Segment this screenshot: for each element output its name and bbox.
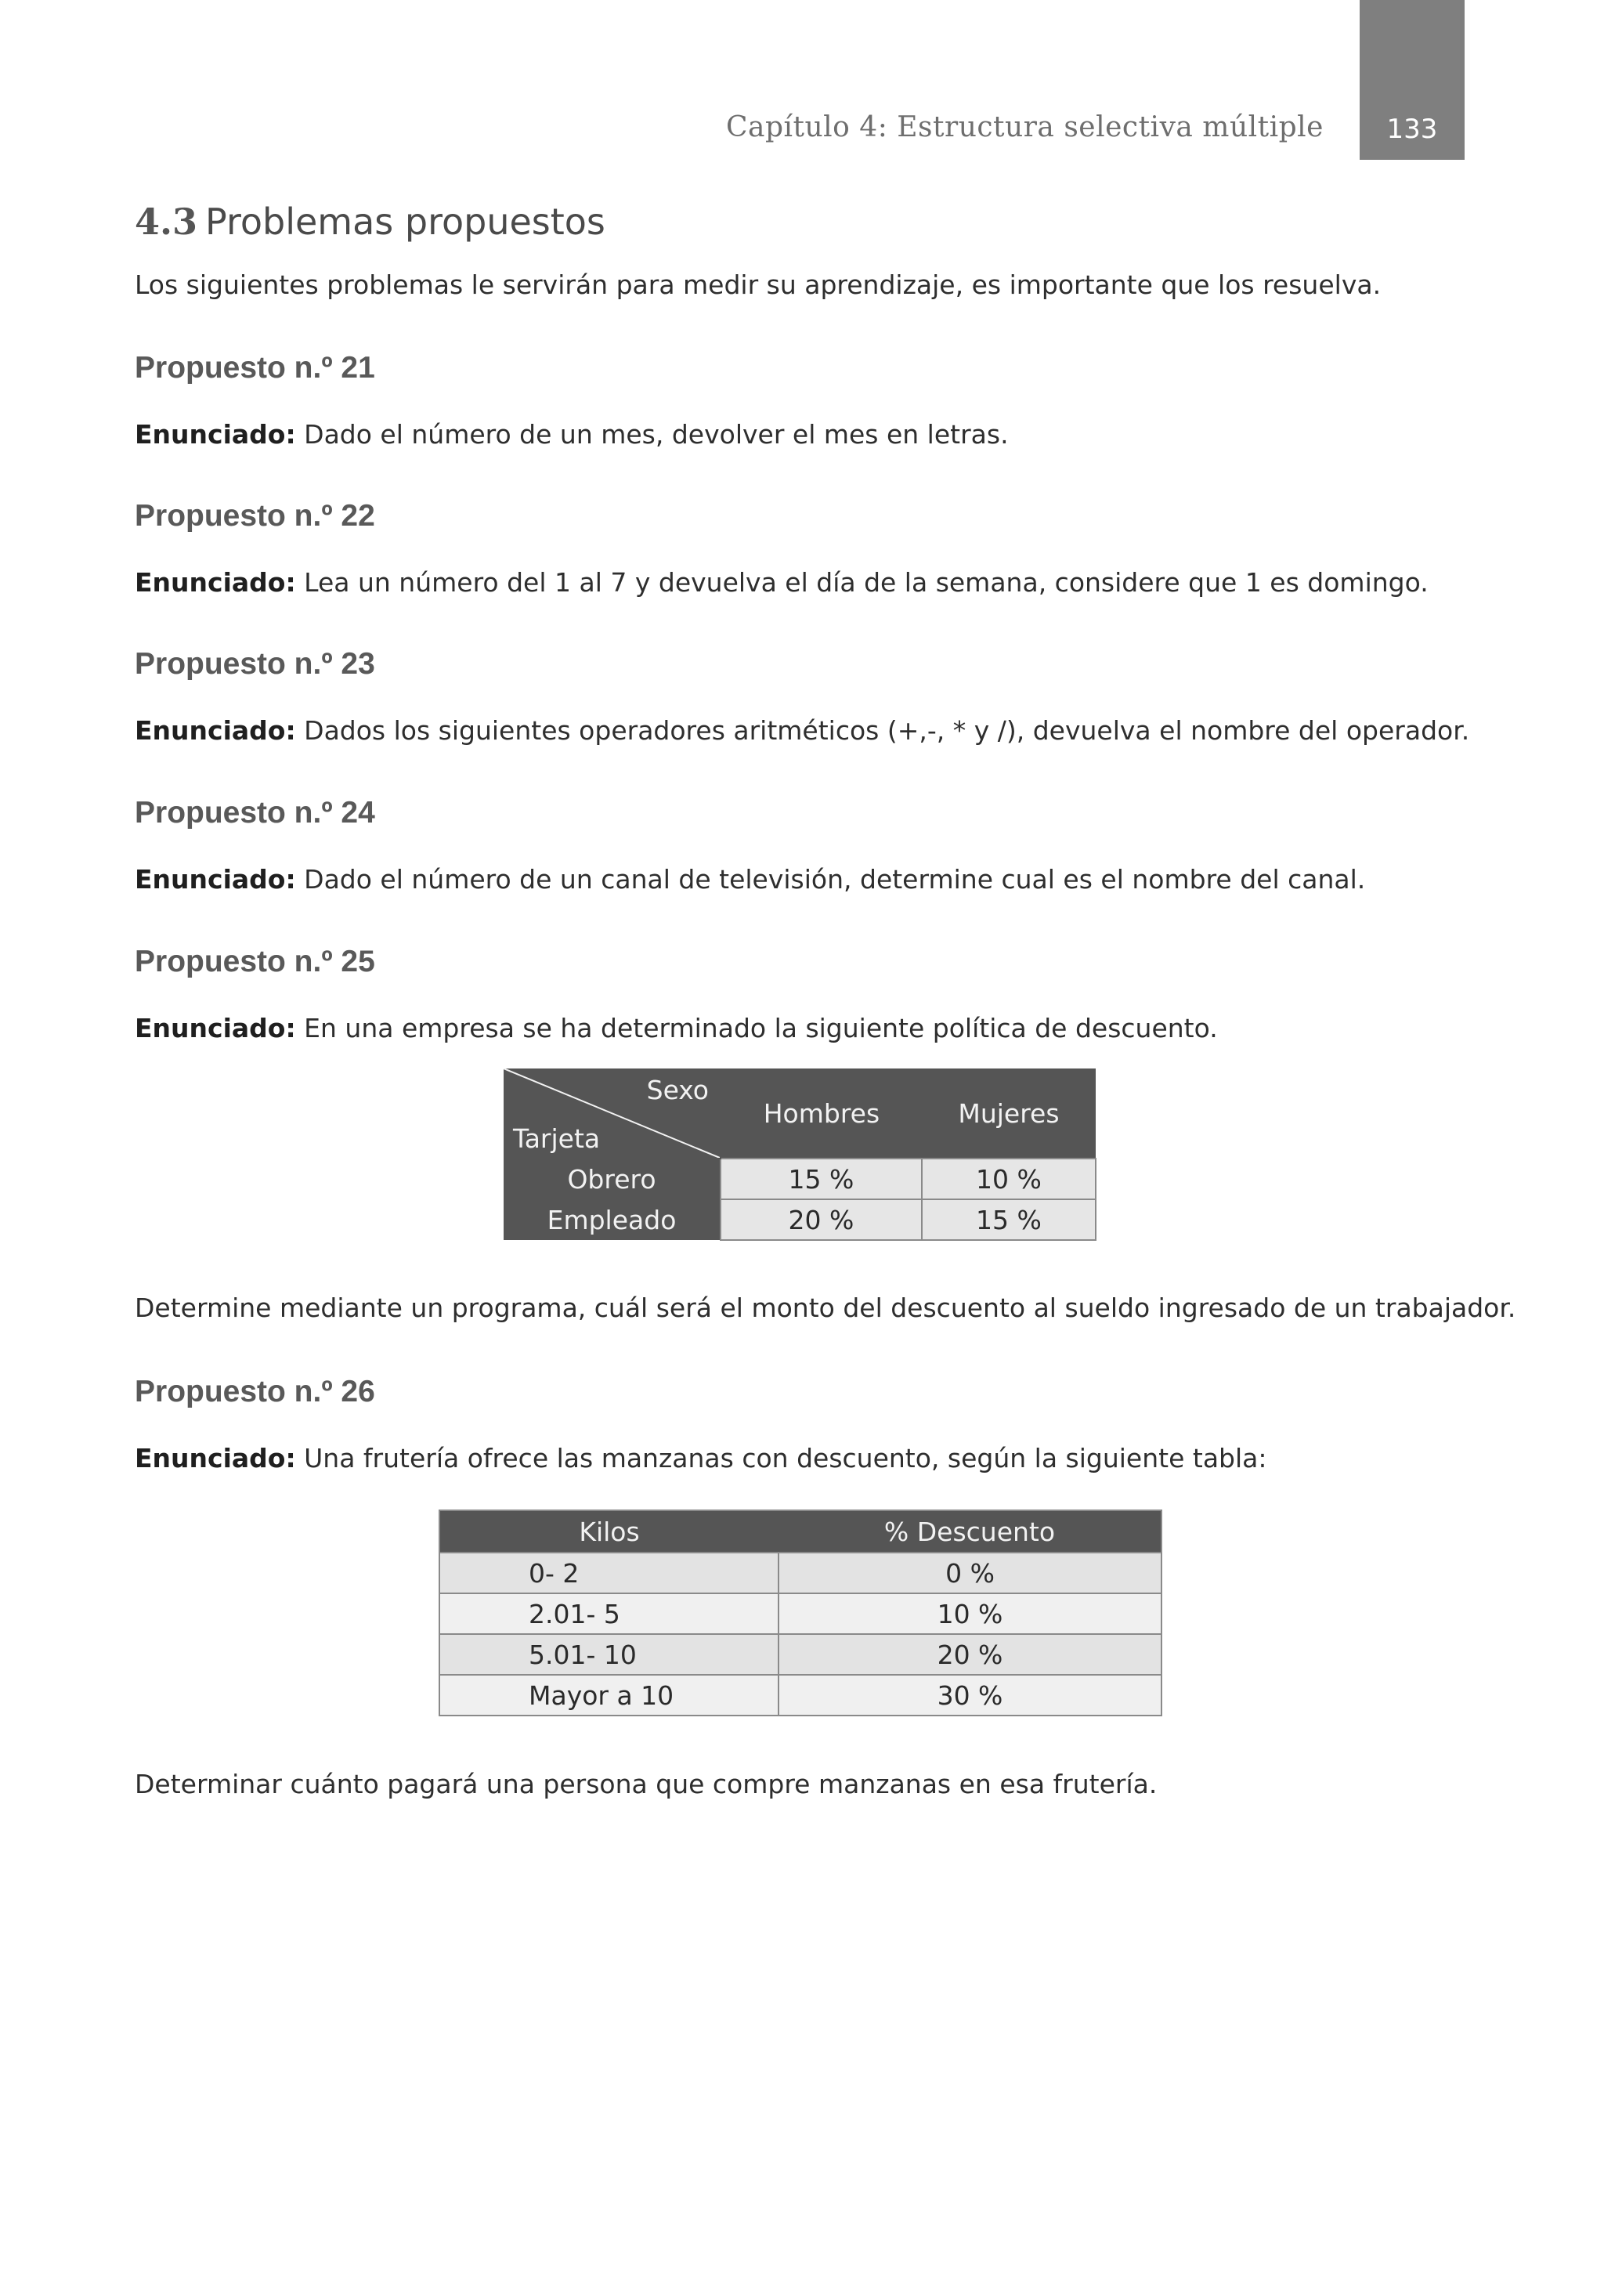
enunciado-label: Enunciado: [135, 864, 296, 895]
problem-heading-26: Propuesto n.º 26 [135, 1375, 375, 1408]
table-cell: 10 % [779, 1593, 1161, 1634]
column-header-descuento: % Descuento [779, 1510, 1161, 1553]
table-cell: 2.01- 5 [439, 1593, 779, 1634]
problem-text-21: Dado el número de un mes, devolver el mes en letras. [304, 419, 1009, 450]
problem-statement-21 [135, 419, 1009, 450]
problem-heading-23: Propuesto n.º 23 [135, 647, 375, 681]
table-row [439, 1675, 1161, 1716]
table-cell: 30 % [779, 1675, 1161, 1716]
section-title-text: Problemas propuestos [205, 201, 605, 243]
table-row [504, 1159, 1096, 1199]
problem-statement-23 [135, 715, 1469, 746]
discount-policy-table [504, 1068, 1096, 1241]
problem-text-22: Lea un número del 1 al 7 y devuelva el día de la semana, considere que 1 es domingo. [304, 567, 1429, 598]
section-number: 4.3 [135, 201, 198, 243]
table-cell: 20 % [779, 1634, 1161, 1675]
problem-text-25: En una empresa se ha determinado la siguiente política de descuento. [304, 1013, 1218, 1043]
table-cell: 15 % [922, 1199, 1096, 1240]
page-number-tab [1360, 0, 1465, 160]
column-header-kilos: Kilos [439, 1510, 779, 1553]
section-title [135, 201, 605, 243]
problem-heading-21: Propuesto n.º 21 [135, 351, 375, 385]
problem-heading-22: Propuesto n.º 22 [135, 499, 375, 533]
table-row [439, 1593, 1161, 1634]
table-cell: 10 % [922, 1159, 1096, 1199]
table-cell: 0- 2 [439, 1553, 779, 1593]
table-row [439, 1634, 1161, 1675]
problem-text-24: Dado el número de un canal de televisión, determine cual es el nombre del canal. [304, 864, 1366, 895]
table-cell: 5.01- 10 [439, 1634, 779, 1675]
problem-heading-25: Propuesto n.º 25 [135, 945, 375, 978]
table-row [504, 1199, 1096, 1240]
enunciado-label: Enunciado: [135, 1013, 296, 1043]
column-header-hombres: Hombres [721, 1068, 922, 1159]
problem-statement-22 [135, 567, 1429, 598]
problem-followup-25: Determine mediante un programa, cuál será el monto del descuento al sueldo ingresado de un trabajador. [135, 1293, 1516, 1323]
enunciado-label: Enunciado: [135, 419, 296, 450]
problem-statement-26 [135, 1443, 1267, 1473]
problem-text-26: Una frutería ofrece las manzanas con descuento, según la siguiente tabla: [304, 1443, 1267, 1473]
page-number: 133 [1386, 114, 1438, 145]
table-cell: 20 % [721, 1199, 922, 1240]
row-header-empleado: Empleado [504, 1199, 721, 1240]
corner-label-tarjeta: Tarjeta [513, 1123, 601, 1154]
problem-followup-26: Determinar cuánto pagará una persona que compre manzanas en esa frutería. [135, 1769, 1158, 1799]
table-corner-cell [504, 1068, 721, 1159]
corner-label-sexo: Sexo [646, 1075, 709, 1105]
table-cell: 15 % [721, 1159, 922, 1199]
problem-statement-25 [135, 1013, 1218, 1043]
apple-discount-table [439, 1510, 1162, 1716]
column-header-mujeres: Mujeres [922, 1068, 1096, 1159]
table-row [439, 1553, 1161, 1593]
problem-heading-24: Propuesto n.º 24 [135, 796, 375, 830]
problem-text-23: Dados los siguientes operadores aritméticos (+,-, * y /), devuelva el nombre del operador. [304, 715, 1470, 746]
table-cell: Mayor a 10 [439, 1675, 779, 1716]
table-cell: 0 % [779, 1553, 1161, 1593]
enunciado-label: Enunciado: [135, 567, 296, 598]
section-intro: Los siguientes problemas le servirán para medir su aprendizaje, es importante que los resuelva. [135, 269, 1382, 300]
row-header-obrero: Obrero [504, 1159, 721, 1199]
problem-statement-24 [135, 864, 1365, 895]
running-header: Capítulo 4: Estructura selectiva múltiple [725, 111, 1324, 143]
enunciado-label: Enunciado: [135, 715, 296, 746]
enunciado-label: Enunciado: [135, 1443, 296, 1473]
